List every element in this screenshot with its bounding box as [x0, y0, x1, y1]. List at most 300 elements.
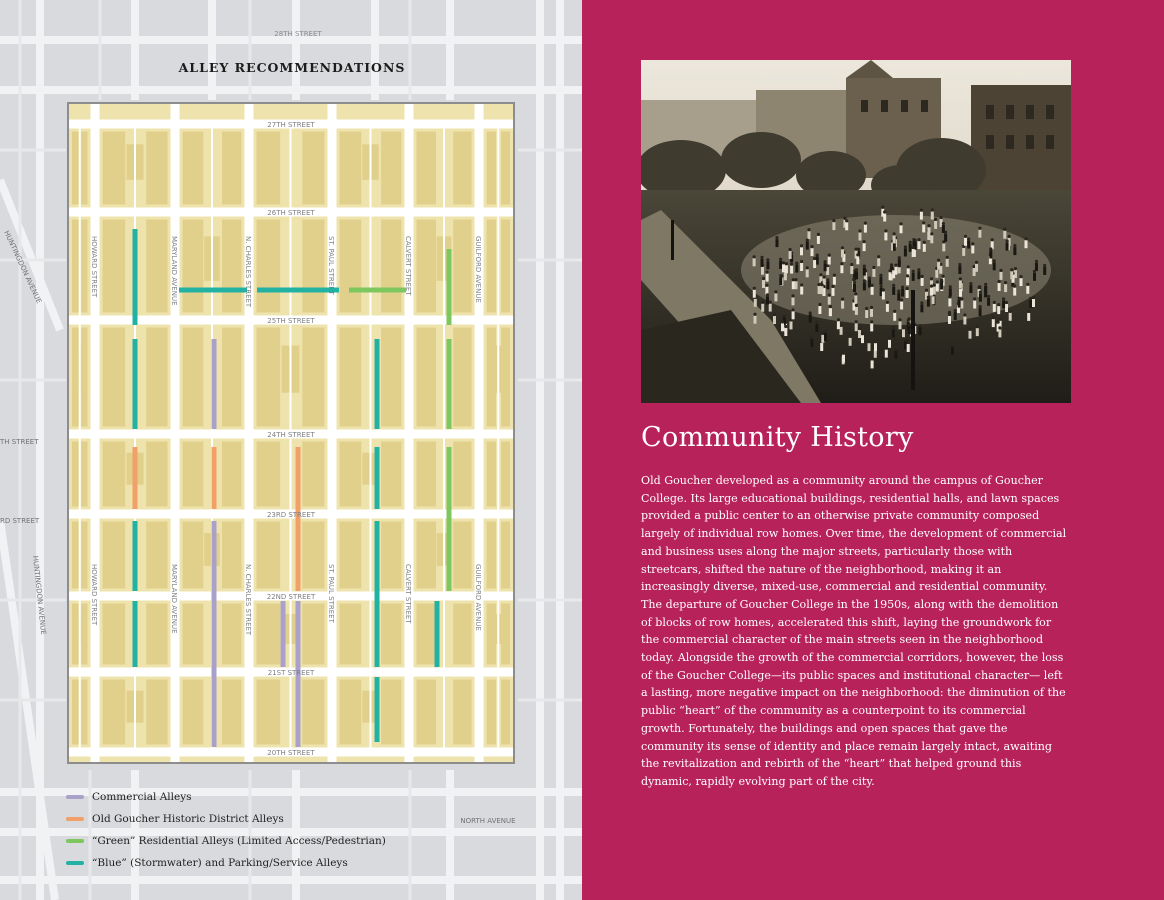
crowd-figure-head — [954, 309, 957, 312]
crowd-figure-head — [999, 269, 1002, 272]
crowd-figure-head — [810, 336, 813, 339]
crowd-figure — [754, 299, 757, 307]
building-footprint — [501, 328, 510, 427]
crowd-figure — [1009, 313, 1012, 321]
crowd-figure-head — [867, 340, 870, 343]
legend-label-commercial: Commercial Alleys — [92, 791, 192, 803]
street-label-ns: N. CHARLES STREET — [244, 236, 252, 308]
crowd-figure-head — [917, 238, 920, 241]
crowd-figure-head — [893, 232, 896, 235]
crowd-figure — [931, 212, 934, 220]
crowd-figure-head — [967, 238, 970, 241]
crowd-figure — [800, 247, 803, 255]
crowd-figure — [1020, 278, 1023, 286]
crowd-figure-head — [773, 313, 776, 316]
crowd-figure-head — [789, 248, 792, 251]
crowd-figure-head — [855, 320, 858, 323]
crowd-figure-head — [997, 303, 1000, 306]
crowd-figure — [979, 294, 982, 302]
crowd-figure-head — [1029, 297, 1032, 300]
building-footprint — [487, 680, 496, 745]
building-footprint — [453, 328, 471, 427]
building-footprint — [302, 442, 324, 507]
crowd-figure — [841, 249, 844, 257]
street-label-ew: 20TH STREET — [267, 749, 315, 757]
building-footprint — [146, 328, 167, 427]
building-footprint — [183, 442, 204, 507]
crowd-figure — [1013, 288, 1016, 296]
crowd-figure-head — [858, 229, 861, 232]
crowd-figure — [779, 277, 782, 285]
street-label-ew: 26TH STREET — [267, 209, 315, 217]
crowd-figure — [989, 251, 992, 259]
crowd-figure-head — [900, 298, 903, 301]
crowd-figure-head — [1032, 296, 1035, 299]
crowd-figure-head — [1013, 285, 1016, 288]
crowd-figure-head — [821, 332, 824, 335]
crowd-figure-head — [978, 286, 981, 289]
crowd-figure — [963, 317, 966, 325]
crowd-figure-head — [919, 324, 922, 327]
crowd-figure — [1035, 263, 1038, 271]
crowd-figure — [828, 297, 831, 305]
legend-swatch-blue — [66, 861, 84, 865]
crowd-figure-head — [930, 232, 933, 235]
crowd-figure — [912, 273, 915, 281]
crowd-figure-head — [987, 295, 990, 298]
crowd-figure — [761, 259, 764, 267]
building-footprint — [417, 522, 437, 589]
crowd-figure-head — [892, 284, 895, 287]
crowd-figure-head — [897, 290, 900, 293]
building-footprint — [453, 442, 471, 507]
building-footprint — [183, 680, 204, 745]
crowd-figure-head — [783, 314, 786, 317]
crowd-figure — [859, 233, 862, 241]
building-footprint — [81, 522, 87, 589]
building-footprint — [453, 522, 471, 589]
crowd-figure — [930, 235, 933, 243]
legend-swatch-commercial — [66, 795, 84, 799]
crowd-figure — [870, 323, 873, 331]
crowd-figure-head — [894, 348, 897, 351]
crowd-figure — [1025, 240, 1028, 248]
crowd-figure — [766, 274, 769, 282]
crowd-figure-head — [863, 279, 866, 282]
building-footprint — [381, 680, 401, 745]
crowd-figure — [908, 326, 911, 334]
crowd-figure-head — [968, 328, 971, 331]
building-footprint — [146, 442, 167, 507]
crowd-figure — [964, 238, 967, 246]
building-footprint — [257, 328, 281, 427]
crowd-figure-head — [809, 311, 812, 314]
crowd-figure — [959, 280, 962, 288]
crowd-figure — [833, 277, 836, 285]
crowd-figure-head — [856, 253, 859, 256]
street-label-ew: 25TH STREET — [267, 317, 315, 325]
crowd-figure-head — [1008, 235, 1011, 238]
building-footprint — [340, 220, 362, 313]
crowd-figure-head — [998, 326, 1001, 329]
crowd-figure-head — [959, 277, 962, 280]
crowd-figure — [883, 214, 886, 222]
crowd-figure — [818, 306, 821, 314]
crowd-figure-head — [912, 238, 915, 241]
crowd-figure-head — [769, 301, 772, 304]
crowd-figure-head — [840, 324, 843, 327]
street-label-ew: 24TH STREET — [267, 431, 315, 439]
city-block — [484, 757, 514, 763]
crowd-figure-head — [871, 284, 874, 287]
building-footprint — [257, 132, 281, 205]
crowd-figure-head — [881, 206, 884, 209]
crowd-figure-head — [912, 270, 915, 273]
building-footprint — [417, 132, 437, 205]
crowd-figure — [906, 277, 909, 285]
crowd-figure — [856, 256, 859, 264]
crowd-figure-head — [973, 297, 976, 300]
crowd-figure — [754, 316, 757, 324]
building-footprint — [340, 132, 362, 205]
crowd-figure-head — [969, 282, 972, 285]
building-footprint — [183, 220, 204, 313]
crowd-figure-head — [806, 266, 809, 269]
crowd-figure — [937, 262, 940, 270]
crowd-figure-head — [906, 287, 909, 290]
building-footprint — [487, 220, 496, 313]
building-footprint — [72, 680, 79, 745]
crowd-figure — [845, 222, 848, 230]
building-footprint — [302, 132, 324, 205]
crowd-figure-head — [949, 285, 952, 288]
crowd-figure — [806, 242, 809, 250]
crowd-figure — [828, 257, 831, 265]
bg-label-24th: TH STREET — [0, 438, 39, 446]
crowd-figure-head — [829, 305, 832, 308]
building-footprint — [417, 680, 437, 745]
crowd-figure — [971, 245, 974, 253]
street-label-ns: CALVERT STREET — [404, 236, 412, 296]
crowd-figure-head — [760, 256, 763, 259]
crowd-figure-head — [791, 294, 794, 297]
crowd-figure-head — [865, 307, 868, 310]
crowd-figure — [761, 267, 764, 275]
crowd-figure-head — [779, 274, 782, 277]
building-footprint — [146, 132, 167, 205]
building-footprint — [72, 442, 79, 507]
crowd-figure — [809, 315, 812, 323]
street-label-ns: MARYLAND AVENUE — [170, 236, 178, 306]
crowd-figure — [920, 304, 923, 312]
building-footprint — [501, 604, 510, 665]
building-footprint — [222, 220, 242, 313]
crowd-figure — [984, 286, 987, 294]
crowd-figure — [874, 343, 877, 351]
crowd-figure-head — [951, 344, 954, 347]
building-footprint — [103, 604, 126, 665]
crowd-figure — [1006, 243, 1009, 251]
crowd-figure-head — [855, 304, 858, 307]
crowd-figure — [800, 287, 803, 295]
crowd-figure-head — [940, 216, 943, 219]
crowd-figure-head — [902, 326, 905, 329]
crowd-figure — [858, 330, 861, 338]
crowd-figure-head — [942, 275, 945, 278]
crowd-figure — [904, 249, 907, 257]
crowd-figure-head — [886, 301, 889, 304]
crowd-figure — [902, 329, 905, 337]
crowd-figure — [886, 304, 889, 312]
street-label-ns: HOWARD STREET — [90, 236, 98, 298]
crowd-figure-head — [890, 263, 893, 266]
crowd-figure-head — [908, 323, 911, 326]
building-footprint — [257, 220, 281, 313]
crowd-figure-head — [1013, 244, 1016, 247]
crowd-figure — [871, 287, 874, 295]
crowd-figure-head — [855, 268, 858, 271]
crowd-figure — [840, 327, 843, 335]
crowd-figure — [784, 328, 787, 336]
crowd-figure-head — [766, 271, 769, 274]
crowd-figure-head — [753, 255, 756, 258]
crowd-figure — [832, 222, 835, 230]
building-footprint — [183, 328, 204, 427]
crowd-figure-head — [940, 278, 943, 281]
building-footprint — [81, 132, 87, 205]
building-footprint — [417, 328, 437, 427]
crowd-figure-head — [898, 256, 901, 259]
building-footprint — [417, 604, 437, 665]
crowd-figure — [958, 300, 961, 308]
crowd-figure — [795, 265, 798, 273]
crowd-figure-head — [817, 233, 820, 236]
crowd-figure — [753, 290, 756, 298]
crowd-figure — [870, 309, 873, 317]
crowd-figure-head — [1005, 301, 1008, 304]
crowd-figure-head — [795, 262, 798, 265]
building-footprint — [381, 604, 401, 665]
crowd-figure-head — [818, 303, 821, 306]
crowd-figure-head — [800, 244, 803, 247]
crowd-figure — [808, 231, 811, 239]
crowd-figure — [921, 278, 924, 286]
crowd-figure-head — [824, 260, 827, 263]
crowd-figure — [979, 308, 982, 316]
crowd-figure-head — [978, 227, 981, 230]
crowd-figure-head — [871, 357, 874, 360]
crowd-figure — [951, 347, 954, 355]
crowd-figure-head — [855, 248, 858, 251]
crowd-figure-head — [872, 266, 875, 269]
crowd-figure — [927, 299, 930, 307]
crowd-figure — [1003, 231, 1006, 239]
building-footprint — [222, 680, 242, 745]
crowd-figure-head — [800, 283, 803, 286]
crowd-figure-head — [885, 347, 888, 350]
map-legend — [66, 786, 386, 874]
crowd-figure — [826, 281, 829, 289]
crowd-figure — [781, 323, 784, 331]
crowd-figure-head — [765, 284, 768, 287]
crowd-figure — [842, 355, 845, 363]
crowd-figure-head — [920, 301, 923, 304]
crowd-figure — [824, 333, 827, 341]
crowd-figure-head — [870, 320, 873, 323]
building-footprint — [453, 680, 471, 745]
crowd-figure-head — [894, 264, 897, 267]
crowd-figure — [1010, 271, 1013, 279]
crowd-figure — [922, 224, 925, 232]
building-footprint — [340, 604, 362, 665]
city-block — [337, 104, 405, 120]
street-label-ns: ST. PAUL STREET — [327, 564, 335, 623]
crowd-figure-head — [766, 258, 769, 261]
building-footprint — [81, 442, 87, 507]
building-footprint — [501, 680, 510, 745]
crowd-figure-head — [828, 294, 831, 297]
crowd-figure — [973, 301, 976, 309]
city-block — [100, 757, 171, 763]
crowd-figure — [992, 319, 995, 327]
crowd-figure-head — [868, 276, 871, 279]
crowd-figure — [1029, 300, 1032, 308]
crowd-figure-head — [934, 218, 937, 221]
crowd-figure — [818, 286, 821, 294]
building-footprint — [487, 604, 496, 665]
building-footprint — [81, 220, 87, 313]
legend-item-commercial — [66, 786, 386, 808]
crowd-figure — [868, 343, 871, 351]
crowd-figure-head — [861, 332, 864, 335]
crowd-figure — [753, 258, 756, 266]
crowd-figure — [954, 312, 957, 320]
crowd-figure — [928, 227, 931, 235]
street-label-ns: ST. PAUL STREET — [327, 236, 335, 295]
crowd-figure-head — [958, 297, 961, 300]
crowd-figure — [1004, 284, 1007, 292]
building-footprint — [340, 328, 362, 427]
crowd-figure — [863, 282, 866, 290]
crowd-figure-head — [998, 280, 1001, 283]
crowd-figure-head — [845, 219, 848, 222]
building-footprint — [381, 132, 401, 205]
crowd-figure — [1005, 304, 1008, 312]
crowd-figure-head — [975, 261, 978, 264]
crowd-figure — [946, 259, 949, 267]
city-block — [69, 104, 91, 120]
crowd-figure-head — [840, 262, 843, 265]
crowd-figure — [868, 280, 871, 288]
crowd-figure — [1000, 272, 1003, 280]
crowd-figure-head — [907, 265, 910, 268]
building-footprint — [183, 132, 204, 205]
crowd-figure — [1026, 286, 1029, 294]
crowd-figure-head — [927, 224, 930, 227]
building-footprint — [257, 442, 281, 507]
crowd-figure — [901, 289, 904, 297]
crowd-figure-head — [971, 242, 974, 245]
crowd-figure — [969, 285, 972, 293]
crowd-figure-head — [819, 273, 822, 276]
crowd-figure — [892, 329, 895, 337]
building-footprint — [453, 220, 471, 313]
city-block — [180, 104, 245, 120]
crowd-figure-head — [884, 229, 887, 232]
crowd-figure — [894, 351, 897, 359]
crowd-figure — [949, 288, 952, 296]
crowd-figure — [769, 304, 772, 312]
crowd-figure — [832, 288, 835, 296]
crowd-figure-head — [820, 283, 823, 286]
crowd-figure-head — [904, 338, 907, 341]
crowd-figure-head — [999, 318, 1002, 321]
building-footprint — [222, 522, 242, 589]
crowd-figure-head — [923, 241, 926, 244]
bg-label-23rd: RD STREET — [0, 517, 40, 525]
crowd-figure-head — [946, 256, 949, 259]
crowd-figure-head — [1019, 275, 1022, 278]
crowd-figure-head — [1004, 281, 1007, 284]
crowd-figure-head — [753, 287, 756, 290]
street-label-ns: GUILFORD AVENUE — [474, 236, 482, 303]
street-label-ns: CALVERT STREET — [404, 564, 412, 624]
building-footprint — [103, 680, 126, 745]
building-footprint — [72, 220, 79, 313]
building-footprint — [501, 522, 510, 589]
crowd-figure-head — [997, 321, 1000, 324]
crowd-figure-head — [917, 268, 920, 271]
building-footprint — [487, 442, 496, 507]
crowd-figure — [761, 304, 764, 312]
crowd-figure — [863, 243, 866, 251]
building-footprint — [381, 442, 401, 507]
legend-swatch-historic — [66, 817, 84, 821]
crowd-figure — [942, 243, 945, 251]
building-footprint — [146, 522, 167, 589]
crowd-figure-head — [841, 298, 844, 301]
crowd-figure-head — [790, 263, 793, 266]
building-footprint — [417, 442, 437, 507]
crowd-figure — [784, 272, 787, 280]
street-label-ns: GUILFORD AVENUE — [474, 564, 482, 631]
crowd-figure — [892, 287, 895, 295]
crowd-figure — [820, 343, 823, 351]
bg-label-huntingdon-2: HUNTINGDON AVENUE — [31, 555, 48, 636]
crowd-figure-head — [843, 217, 846, 220]
crowd-figure — [912, 249, 915, 257]
crowd-figure — [872, 269, 875, 277]
crowd-figure — [930, 288, 933, 296]
crowd-figure-head — [899, 222, 902, 225]
crowd-figure — [893, 313, 896, 321]
crowd-figure — [933, 287, 936, 295]
crowd-figure — [853, 284, 856, 292]
crowd-figure — [840, 265, 843, 273]
crowd-figure-head — [993, 301, 996, 304]
crowd-figure — [920, 212, 923, 220]
building-footprint — [222, 604, 242, 665]
building-footprint — [501, 442, 510, 507]
crowd-figure — [899, 321, 902, 329]
legend-item-historic — [66, 808, 386, 830]
city-block — [100, 104, 171, 120]
street-label-ew: 22ND STREET — [266, 593, 316, 601]
crowd-figure — [790, 321, 793, 329]
building-footprint — [340, 680, 362, 745]
crowd-figure-head — [782, 261, 785, 264]
crowd-figure — [811, 248, 814, 256]
